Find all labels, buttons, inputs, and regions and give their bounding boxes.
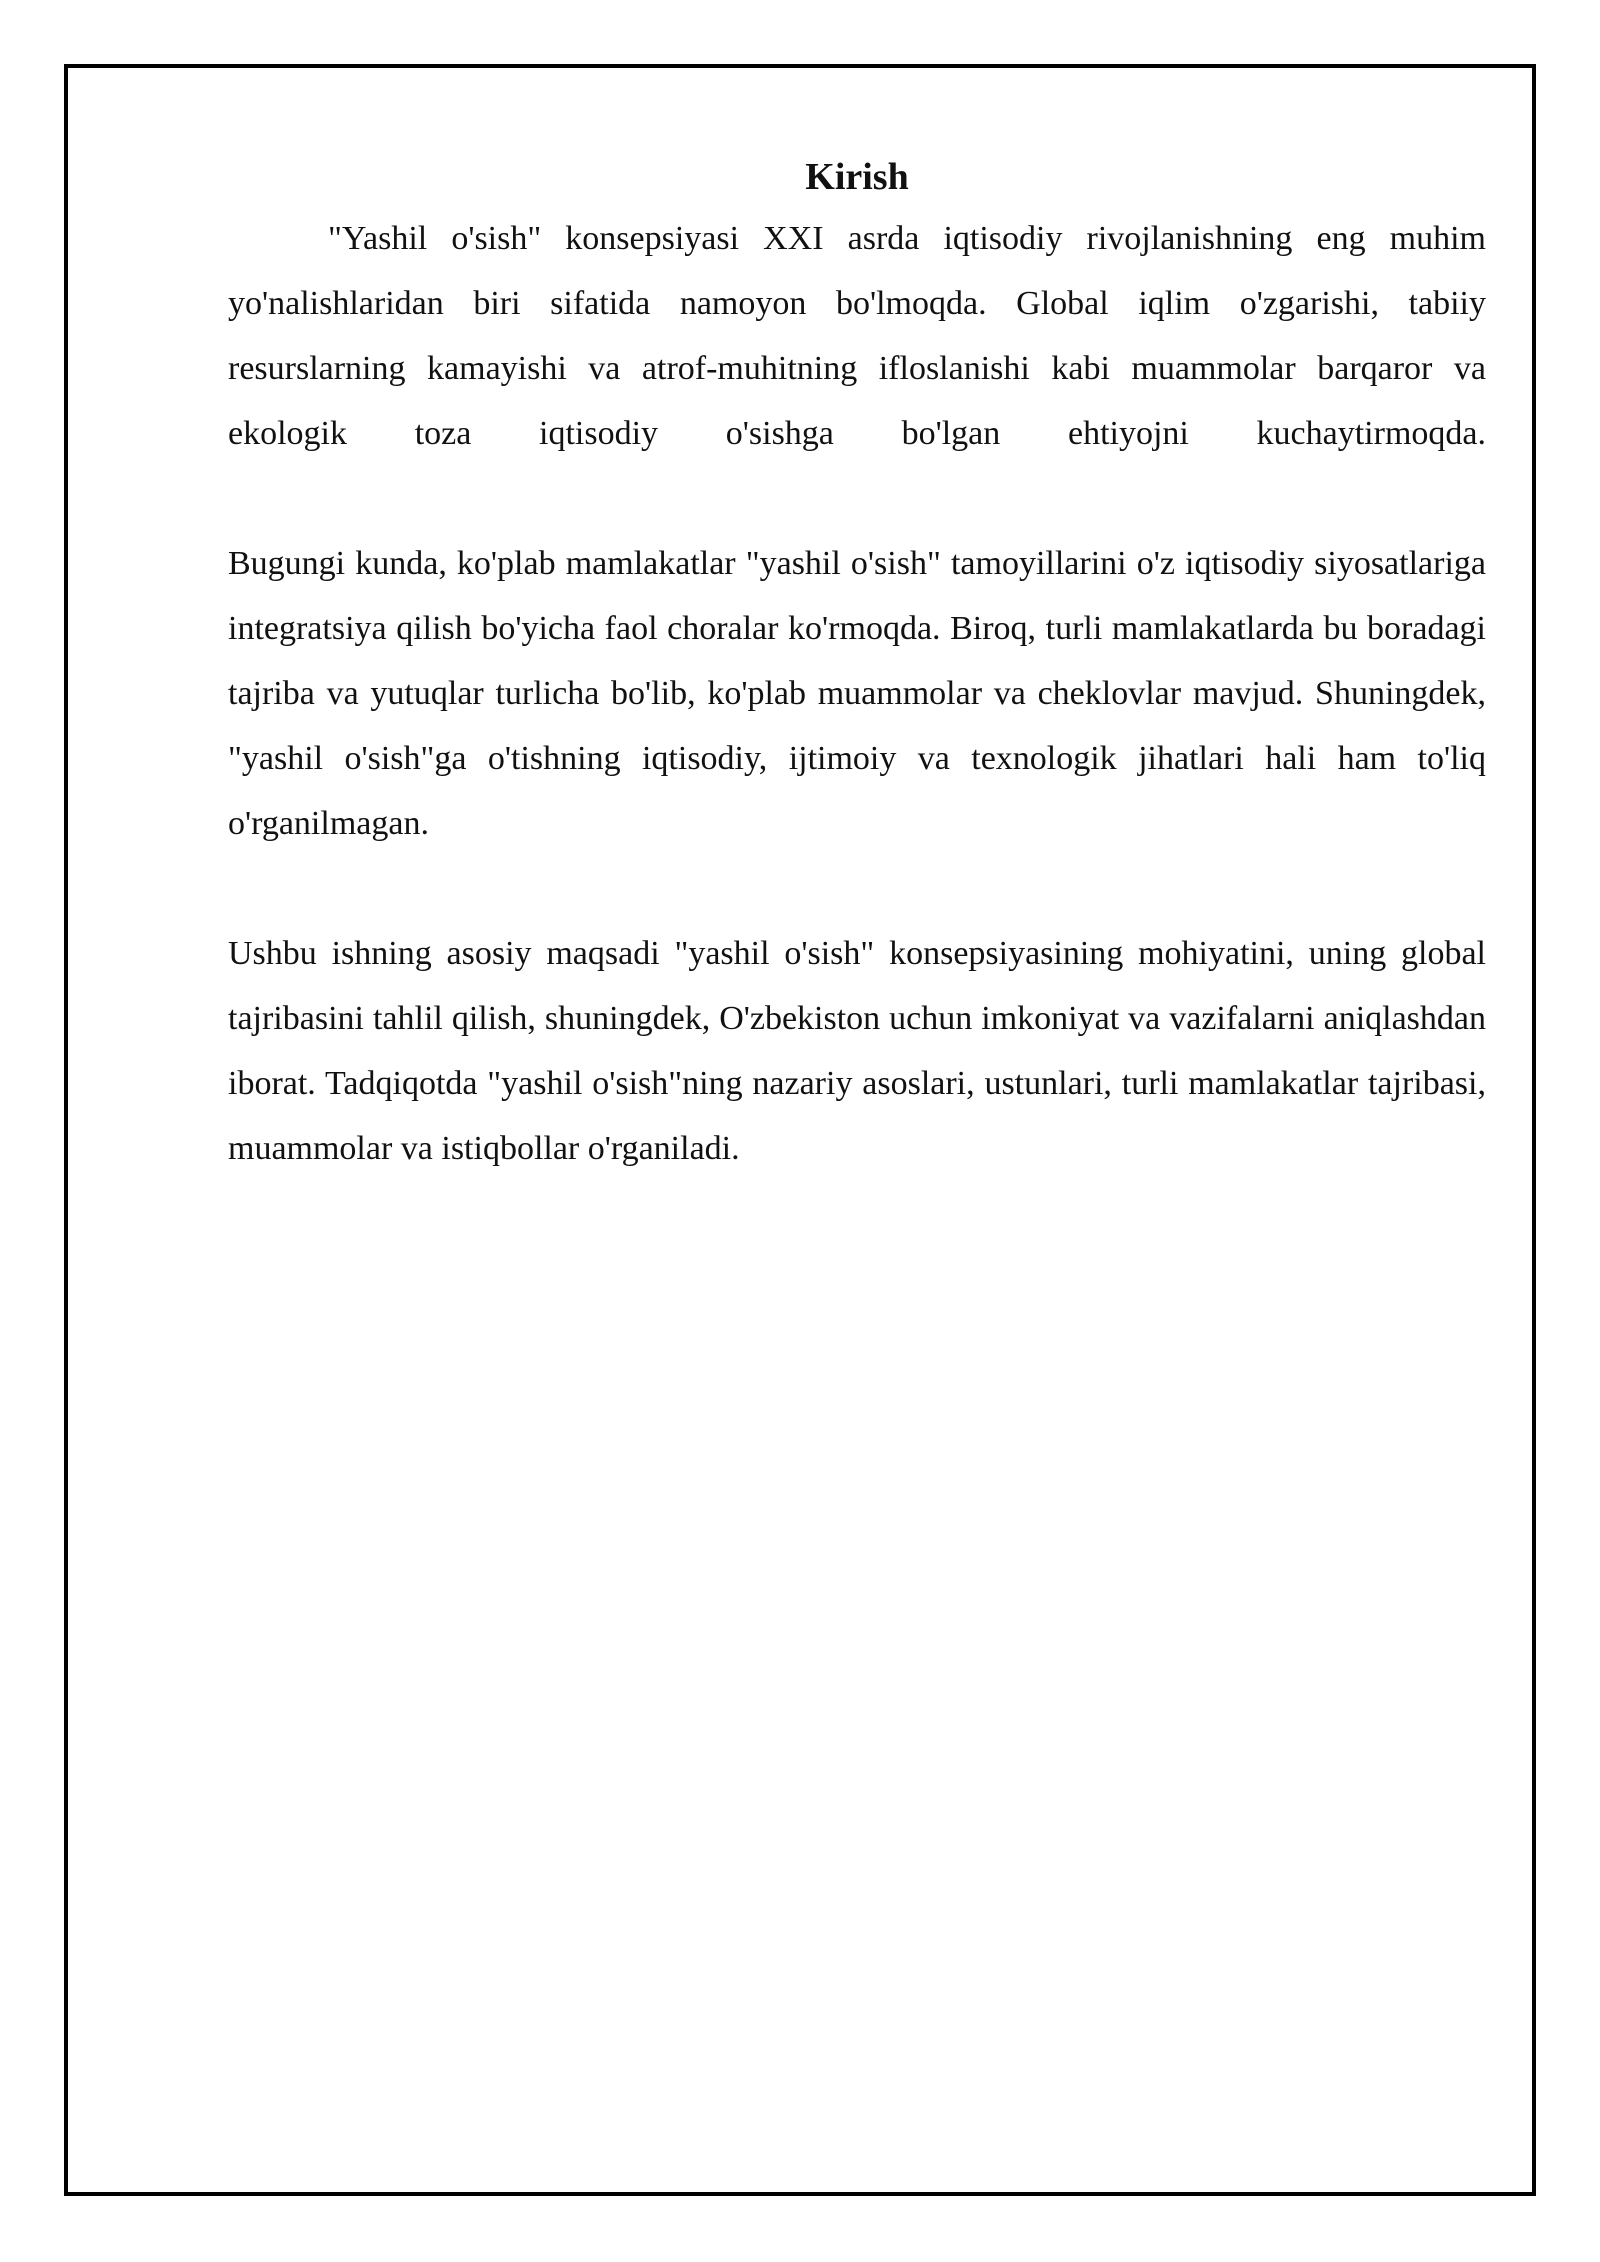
paragraph-2: Bugungi kunda, ko'plab mamlakatlar "yashil o'sish" tamoyillarini o'z iqtisodiy siyosatlariga integratsiya qilish bo'yicha faol choralar ko'rmoqda. Biroq, turli mamlakatlarda bu boradagi tajriba va yutuqlar turlicha bo'lib, ko'plab muammolar va cheklovlar mavjud. Shuningdek, "yashil o'sish"ga o'tishning iqtisodiy, ijtimoiy va texnologik jihatlari hali ham to'liq o'rganilmagan. — [228, 545, 1486, 842]
paragraph-3: Ushbu ishning asosiy maqsadi "yashil o'sish" konsepsiyasining mohiyatini, uning global tajribasini tahlil qilish, shuningdek, O'zbekiston uchun imkoniyat va vazifalarni aniqlashdan iborat. Tadqiqotda "yashil o'sish"ning nazariy asoslari, ustunlari, turli mamlakatlar tajribasi, muammolar va istiqbollar o'rganiladi. — [228, 935, 1486, 1167]
paragraph-spacer — [228, 466, 1486, 531]
paragraph-1: "Yashil o'sish" konsepsiyasi XXI asrda iqtisodiy rivojlanishning eng muhim yo'nalishlaridan biri sifatida namoyon bo'lmoqda. Global iqlim o'zgarishi, tabiiy resurslarning kamayishi va atrof-muhitning ifloslanishi kabi muammolar barqaror va ekologik toza iqtisodiy o'sishga bo'lgan ehtiyojni kuchaytirmoqda. — [228, 220, 1486, 452]
paragraph-spacer — [228, 856, 1486, 921]
section-heading: Kirish — [805, 156, 909, 198]
document-body — [228, 148, 1486, 1181]
